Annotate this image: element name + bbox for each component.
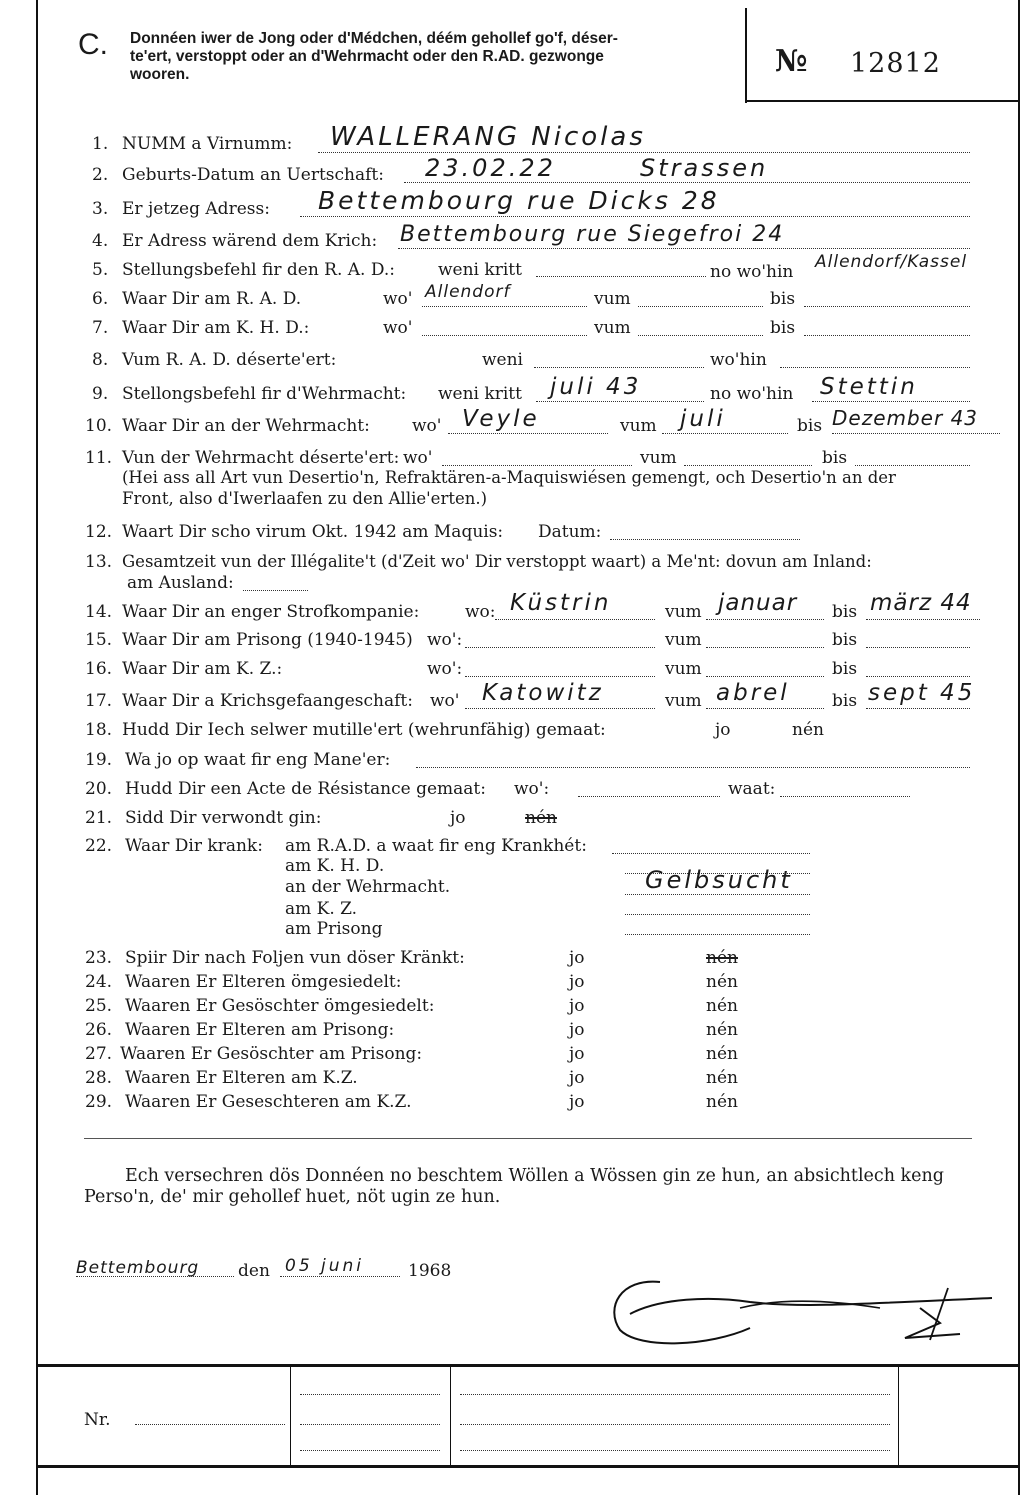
field-27-number: 27. [85,1044,113,1064]
field-20-wo: wo': [514,779,550,799]
field-3-label: Er jetzeg Adress: [122,199,270,219]
field-17-vum: vum [665,691,702,711]
field-9-weni-line [536,401,704,402]
footer-col-2 [450,1364,451,1467]
field-26-nen: nén [706,1020,738,1040]
field-9-label: Stellongsbefehl fir d'Wehrmacht: [122,384,407,404]
field-19-number: 19. [85,750,113,770]
field-11-bis-line [855,465,970,466]
field-6-wo-line [422,306,587,307]
field-12-label: Waart Dir scho virum Okt. 1942 am Maquis: [122,522,504,542]
field-4-line [398,248,970,249]
field-2-number: 2. [92,165,109,185]
field-23-jo: jo [569,948,585,968]
field-22-sub-5-line [625,934,810,935]
field-4-label: Er Adress wärend dem Krich: [122,231,378,251]
header-line-1: Donnéen iwer de Jong oder d'Médchen, déém gehollef go'f, déser- [130,30,618,47]
field-21-label: Sidd Dir verwondt gin: [125,808,322,828]
field-7-bis: bis [770,318,796,338]
field-2-date: 23.02.22 [425,154,556,182]
right-border [1018,0,1020,1495]
field-6-number: 6. [92,289,109,309]
field-29-number: 29. [85,1092,113,1112]
field-24-number: 24. [85,972,113,992]
field-22-sub-1: am R.A.D. a waat fir eng Krankhét: [285,836,587,856]
field-7-number: 7. [92,318,109,338]
section-divider [84,1138,972,1139]
footer-col-1 [290,1364,291,1467]
field-17-bis: bis [832,691,858,711]
footer-nr-line [135,1424,285,1425]
header-line-3: wooren. [130,66,190,83]
field-9-no-line [812,401,970,402]
field-21-nen: nén [525,808,557,828]
field-22-sub-3-line [625,894,810,895]
field-10-bis: bis [797,416,823,436]
field-24-nen: nén [706,972,738,992]
field-27-jo: jo [569,1044,585,1064]
field-14-bis-value: märz 44 [870,590,972,616]
field-24-label: Waaren Er Elteren ömgesiedelt: [125,972,402,992]
field-22-sub-2: am K. H. D. [285,856,385,876]
field-29-jo: jo [569,1092,585,1112]
signature-place: Bettembourg [76,1258,200,1278]
field-15-wo: wo': [427,630,463,650]
declaration-line-1: Ech versechren dös Donnéen no beschtem Wöllen a Wössen gin ze hun, an absichtlech keng [125,1166,944,1186]
field-28-jo: jo [569,1068,585,1088]
field-20-waat: waat: [728,779,776,799]
field-22-sub-1-line [612,853,810,854]
field-12-datum-line [610,539,800,540]
footer-col-3 [898,1364,899,1467]
header-line-2: te'ert, verstoppt oder an d'Wehrmacht oder den R.AD. gezwonge [130,48,604,65]
section-letter: C. [78,28,108,61]
field-9-no-value: Stettin [820,374,918,400]
field-14-vum: vum [665,602,702,622]
field-22-sub-3-value: Gelbsucht [645,866,793,894]
field-16-label: Waar Dir am K. Z.: [122,659,283,679]
field-17-label: Waar Dir a Krichsgefaangeschaft: [122,691,413,711]
field-17-bis-value: sept 45 [868,680,976,706]
field-6-label: Waar Dir am R. A. D. [122,289,302,309]
field-14-wo-value: Küstrin [510,590,612,616]
field-7-label: Waar Dir am K. H. D.: [122,318,310,338]
field-14-wo: wo: [465,602,496,622]
field-19-line [416,767,970,768]
field-3-value: Bettembourg rue Dicks 28 [318,186,720,215]
field-1-line [318,152,970,153]
footer-cell-line-4 [460,1394,890,1395]
field-22-sub-4: am K. Z. [285,899,358,919]
field-8-wohin: wo'hin [710,350,767,370]
field-10-wo-line [448,433,608,434]
field-16-number: 16. [85,659,113,679]
field-12-datum: Datum: [538,522,602,542]
field-7-vum: vum [594,318,631,338]
field-21-jo: jo [450,808,466,828]
field-17-wo: wo' [430,691,460,711]
field-2-label: Geburts-Datum an Uertschaft: [122,165,384,185]
signature-year: 1968 [408,1261,452,1281]
footer-nr: Nr. [84,1410,111,1430]
field-6-vum-line [638,306,763,307]
field-14-vum-line [706,619,824,620]
field-20-waat-line [780,796,910,797]
field-23-number: 23. [85,948,113,968]
field-16-bis: bis [832,659,858,679]
field-20-label: Hudd Dir een Acte de Résistance gemaat: [125,779,486,799]
footer-cell-line-2 [300,1424,440,1425]
field-13-ausland: am Ausland: [127,573,234,593]
form-number: 12812 [850,48,941,79]
field-8-wohin-line [780,367,970,368]
field-15-wo-line [465,647,655,648]
field-15-label: Waar Dir am Prisong (1940-1945) [122,630,413,650]
field-10-label: Waar Dir an der Wehrmacht: [122,416,370,436]
field-13-label: Gesamtzeit vun der Illégalite't (d'Zeit wo' Dir verstoppt waart) a Me'nt: dovun am Inland: [122,552,872,571]
field-14-bis: bis [832,602,858,622]
field-1-label: NUMM a Virnumm: [122,134,293,154]
field-2-place: Strassen [640,154,769,182]
field-9-number: 9. [92,384,109,404]
field-10-bis-value: Dezember 43 [832,406,979,430]
field-25-label: Waaren Er Gesöschter ömgesiedelt: [125,996,435,1016]
field-22-sub-3: an der Wehrmacht. [285,877,451,897]
field-1-number: 1. [92,134,109,154]
field-22-number: 22. [85,836,113,856]
field-2-line [404,182,970,183]
field-23-nen: nén [706,948,738,968]
footer-cell-line-6 [460,1450,890,1451]
field-14-label: Waar Dir an enger Strofkompanie: [122,602,420,622]
field-20-wo-line [578,796,720,797]
field-22-sub-4-line [625,914,810,915]
field-10-bis-line [832,433,1000,434]
field-27-label: Waaren Er Gesöschter am Prisong: [120,1044,423,1064]
field-14-vum-value: januar [718,590,798,616]
field-5-value: Allendorf/Kassel [815,252,968,272]
field-18-number: 18. [85,720,113,740]
field-13-number: 13. [85,552,113,572]
field-1-value: WALLERANG Nicolas [330,122,646,152]
field-3-line [300,216,970,217]
field-5-number: 5. [92,260,109,280]
field-10-vum: vum [620,416,657,436]
field-16-bis-line [866,676,970,677]
field-18-jo: jo [715,720,731,740]
field-8-number: 8. [92,350,109,370]
field-16-vum-line [706,676,824,677]
field-8-weni: weni [482,350,523,370]
footer-top-rule [36,1364,1018,1367]
field-16-wo-line [465,676,655,677]
field-16-wo: wo': [427,659,463,679]
field-5-no: no wo'hin [710,262,794,282]
field-26-label: Waaren Er Elteren am Prisong: [125,1020,395,1040]
field-18-label: Hudd Dir Iech selwer mutille'ert (wehrunfähig) gemaat: [122,720,606,740]
field-21-number: 21. [85,808,113,828]
declaration-line-2: Perso'n, de' mir gehollef huet, nöt ugin ze hun. [84,1187,501,1207]
field-15-vum: vum [665,630,702,650]
field-5-weni: weni kritt [438,260,522,280]
field-25-jo: jo [569,996,585,1016]
field-10-vum-line [662,433,788,434]
field-6-vum: vum [594,289,631,309]
handwritten-signature [600,1268,1000,1358]
field-19-label: Wa jo op waat fir eng Mane'er: [125,750,391,770]
footer-cell-line-5 [460,1424,890,1425]
field-11-note-1: (Hei ass all Art vun Desertio'n, Refraktären-a-Maquiswiésen gemengt, och Desertio'n an der [122,468,896,487]
field-14-bis-line [866,619,980,620]
field-8-label: Vum R. A. D. déserte'ert: [122,350,337,370]
header-bottom-rule [745,100,1018,102]
field-11-label: Vun der Wehrmacht déserte'ert: [122,448,400,468]
left-border [36,0,38,1495]
field-6-wo-value: Allendorf [425,282,511,302]
field-26-jo: jo [569,1020,585,1040]
field-17-vum-line [706,708,824,709]
field-17-wo-line [465,708,655,709]
field-4-value: Bettembourg rue Siegefroi 24 [400,222,785,247]
field-13-ausland-line [243,590,308,591]
field-6-wo: wo' [383,289,413,309]
field-16-vum: vum [665,659,702,679]
field-11-number: 11. [85,448,113,468]
footer-cell-line-3 [300,1450,440,1451]
field-6-bis: bis [770,289,796,309]
field-8-weni-line [534,367,704,368]
field-17-bis-line [866,708,970,709]
signature-den: den [238,1261,270,1281]
field-10-vum-value: juli [680,406,726,432]
field-11-wo-line [442,465,632,466]
signature-date-line [280,1276,400,1277]
field-22-sub-5: am Prisong [285,919,383,939]
field-7-wo: wo' [383,318,413,338]
field-24-jo: jo [569,972,585,992]
field-10-number: 10. [85,416,113,436]
field-29-nen: nén [706,1092,738,1112]
field-15-bis: bis [832,630,858,650]
field-10-wo: wo' [412,416,442,436]
signature-place-line [76,1276,234,1277]
footer-bottom-rule [36,1465,1018,1468]
field-7-wo-line [422,335,587,336]
field-18-nen: nén [792,720,824,740]
field-15-bis-line [866,647,970,648]
field-10-wo-value: Veyle [462,406,540,432]
field-28-nen: nén [706,1068,738,1088]
field-7-vum-line [638,335,763,336]
field-28-label: Waaren Er Elteren am K.Z. [125,1068,358,1088]
field-25-nen: nén [706,996,738,1016]
field-15-vum-line [706,647,824,648]
field-23-label: Spiir Dir nach Foljen vun döser Kränkt: [125,948,465,968]
field-7-bis-line [804,335,970,336]
header-divider [745,8,747,103]
field-14-number: 14. [85,602,113,622]
field-5-weni-line [536,276,706,277]
number-symbol: № [775,44,808,79]
field-15-number: 15. [85,630,113,650]
field-11-vum: vum [640,448,677,468]
field-3-number: 3. [92,199,109,219]
field-9-no: no wo'hin [710,384,794,404]
field-28-number: 28. [85,1068,113,1088]
signature-date: 05 juni [285,1256,365,1276]
field-29-label: Waaren Er Geseschteren am K.Z. [125,1092,412,1112]
field-26-number: 26. [85,1020,113,1040]
field-20-number: 20. [85,779,113,799]
field-4-number: 4. [92,231,109,251]
field-22-label: Waar Dir krank: [125,836,263,856]
field-25-number: 25. [85,996,113,1016]
field-14-wo-line [495,619,655,620]
field-17-wo-value: Katowitz [482,680,604,706]
field-17-number: 17. [85,691,113,711]
field-12-number: 12. [85,522,113,542]
field-11-bis: bis [822,448,848,468]
field-27-nen: nén [706,1044,738,1064]
field-6-bis-line [804,306,970,307]
field-5-label: Stellungsbefehl fir den R. A. D.: [122,260,396,280]
field-11-wo: wo' [403,448,433,468]
field-11-vum-line [684,465,812,466]
header-description [130,30,618,84]
field-11-note-2: Front, also d'Iwerlaafen zu den Allie'erten.) [122,489,488,508]
field-9-weni-value: juli 43 [550,374,642,400]
footer-cell-line-1 [300,1394,440,1395]
field-9-weni: weni kritt [438,384,522,404]
field-17-vum-value: abrel [716,680,790,706]
